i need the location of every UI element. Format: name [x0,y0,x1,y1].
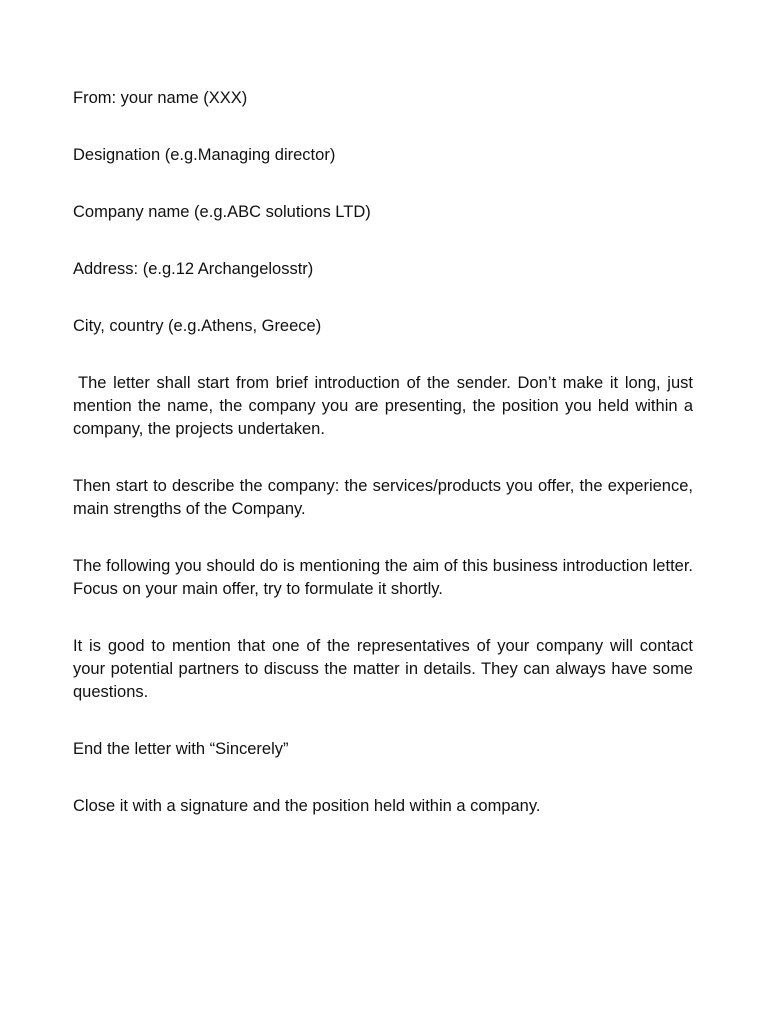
paragraph-introduction: The letter shall start from brief introduction of the sender. Don’t make it long, just mention the name, the company you are presenting, the position you held within a company, the projects undertaken. [73,374,693,438]
city-country-line: City, country (e.g.Athens, Greece) [73,317,322,335]
designation-line: Designation (e.g.Managing director) [73,146,336,164]
paragraph-company-description: Then start to describe the company: the services/products you offer, the experience, main strengths of the Company. [73,477,693,518]
paragraph-contact-representative: It is good to mention that one of the representatives of your company will contact your potential partners to discuss the matter in details. They can always have some questions. [73,637,693,701]
closing-line: End the letter with “Sincerely” [73,740,289,758]
company-name-line: Company name (e.g.ABC solutions LTD) [73,203,371,221]
address-line: Address: (e.g.12 Archangelosstr) [73,260,314,278]
signature-note-line: Close it with a signature and the position held within a company. [73,797,541,815]
letter-document [73,87,693,852]
from-line: From: your name (XXX) [73,89,248,107]
paragraph-letter-aim: The following you should do is mentioning the aim of this business introduction letter. Focus on your main offer, try to formulate it shortly. [73,557,693,598]
